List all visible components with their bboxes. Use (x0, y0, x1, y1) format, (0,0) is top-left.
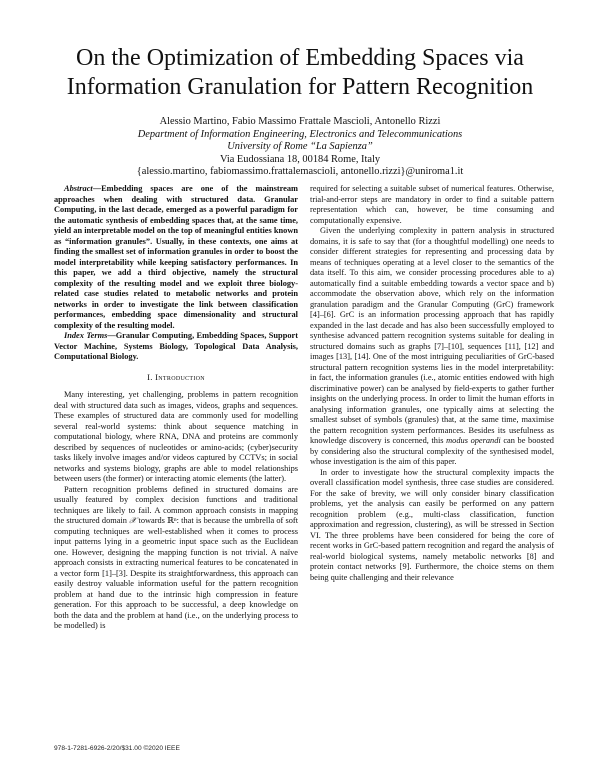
title-line-1: On the Optimization of Embedding Spaces via (76, 45, 524, 71)
author-names: Alessio Martino, Fabio Massimo Frattale Mascioli, Antonello Rizzi (159, 116, 441, 127)
index-terms-label: Index Terms (64, 331, 108, 340)
author-block (40, 116, 560, 179)
right-paragraph-2-part-a: Given the underlying complexity in pattern analysis in structured domains, it is safe to say that (for a thoughtful modelling) one needs to consider different strategies for representing and processing data by means of techniques operating at a level closer to the semantics of the data itself. To this aim, we consider processing procedures able to a) automatically find a suitable embedding towards a vector space and b) accommodate the observation above, which rely on the information granulation paradigm and the Granular Computing (GrC) framework [4]–[6]. GrC is an information processing approach that has rapidly expanded in the last decade and has also been successfully employed to synthesise advanced pattern recognition systems suitable for dealing in structured domains such as graphs [7]–[10], sequences [11], [12] and images [13], [14]. One of the most intriguing peculiarities of GrC-based structural pattern recognition systems lies in the model interpretability: in fact, the information granules (i.e., atomic entities endowed with high discriminative power) can be analysed by field-experts to gather further insights on the underlying process. In order to limit the human efforts in analysing information granules, one typically aims at selecting the smallest subset of symbols (granules) that, at the same time, maximise the pattern recognition system performances. Besides its usefulness as knowledge discovery is concerned, this (310, 226, 554, 445)
copyright-footer: 978-1-7281-6926-2/20/$31.00 ©2020 IEEE (54, 745, 180, 752)
title-line-2: Information Granulation for Pattern Recognition (66, 74, 534, 100)
right-paragraph-3: In order to investigate how the structural complexity impacts the overall classification model synthesis, three case studies are considered. For the sake of brevity, we will only consider binary classification problems, yet the analysis can easily be performed on any pattern recognition problem (e.g., multi-class classification, function approximation and regression, clustering), as will be stressed in Section VI. The three problems have been considered for being the core of recent works in GrC-based pattern recognition and regard the analysis of real-world biological systems, namely metabolic networks [8] and protein contact networks [9]. Furthermore, the choice stems on them being quite challenging and their relevance (310, 467, 554, 582)
affiliation-department: Department of Information Engineering, Electronics and Telecommunications (137, 128, 463, 140)
index-terms-text: —Granular Computing, Embedding Spaces, Support Vector Machine, Systems Biology, Topological Data Analysis, Computational Biology. (54, 331, 298, 361)
abstract (54, 184, 298, 331)
abstract-label: Abstract (64, 184, 93, 193)
intro-paragraph-1: Many interesting, yet challenging, problems in pattern recognition deal with structured data such as images, videos, graphs and sequences. These examples of structured data are commonly used for modelling several real-world systems: think about sequence matching in computational biology, where RNA, DNA and proteins are commonly described by sequences of nucleotides or amino-acids; (cyber)security tasks likely involve images and/or videos captured by CCTVs; in social networks and systems biology, graphs are able to model relationships between users (the former) or interacting atomic elements (the latter). (54, 390, 298, 483)
affiliation-address: Via Eudossiana 18, 00184 Rome, Italy (219, 153, 381, 165)
right-paragraph-2 (310, 226, 554, 468)
paper-title (40, 44, 560, 102)
section-number: I. (147, 371, 153, 382)
index-terms (54, 331, 298, 363)
section-heading (54, 372, 298, 383)
intro-paragraph-2-part-b: towards (138, 516, 165, 525)
emphasis-modus-operandi: modus operandi (446, 436, 501, 445)
math-symbol-reals: ℝⁿ (167, 516, 177, 525)
section-title: Introduction (155, 371, 205, 382)
abstract-text: —Embedding spaces are one of the mainstream approaches when dealing with structured data. Granular Computing, in the last decade, emerged as a powerful paradigm for the automatic synthesis of embedding spaces that, at the same time, yield an interpretable model on the top of meaningful entities known as “information granules”. Usually, in these contexts, one aims at finding the smallest set of information granules in order to boost the model interpretability while keeping satisfactory performances. In this paper, we add a third objective, namely the structural complexity of the resulting model and we exploit three biology-related case studies related to metabolic networks and protein networks in order to investigate the link between classification performances, embedding space dimensionality and structural complexity of the resulting model. (54, 184, 298, 330)
right-paragraph-1: required for selecting a suitable subset of numerical features. Otherwise, trial-and-error steps are mandatory in order to find a suitable pattern representation which can, however, be time consuming and computationally expensive. (310, 184, 554, 225)
right-paragraph-2-part-b: can be boosted by considering also the structural complexity of the synthesised model, whose investigation is the aim of this paper. (310, 436, 554, 466)
intro-paragraph-2-part-c: : that is because the umbrella of soft computing techniques are well-established when it comes to process input patterns lying in a geometric input space such as the Euclidean one. However, designing the mapping function is not trivial. A naïve approach consists in extracting numerical features to be concatenated in a vector form [1]–[3]. Despite its straightforwardness, this approach can easily destroy valuable information useful for the pattern recognition problem at hand due to the intrinsic high compression in feature generation. For this approach to be successful, a deep knowledge on both the data and the problem at hand (i.e., on the underlying process to be modelled) is (54, 516, 299, 630)
right-column (310, 184, 554, 583)
left-column (54, 184, 298, 632)
math-symbol-domain: 𝒳 (129, 516, 137, 525)
intro-paragraph-2 (54, 485, 298, 632)
affiliation-university: University of Rome “La Sapienza” (227, 141, 373, 153)
intro-paragraph-2-part-a: Pattern recognition problems defined in structured domains are usually featured by complex decision functions and traditional techniques are likely to fail. A common approach consists in mapping the structured domain (54, 484, 298, 525)
author-emails: {alessio.martino, fabiomassimo.frattalemascioli, antonello.rizzi}@uniroma1.it (136, 166, 464, 178)
